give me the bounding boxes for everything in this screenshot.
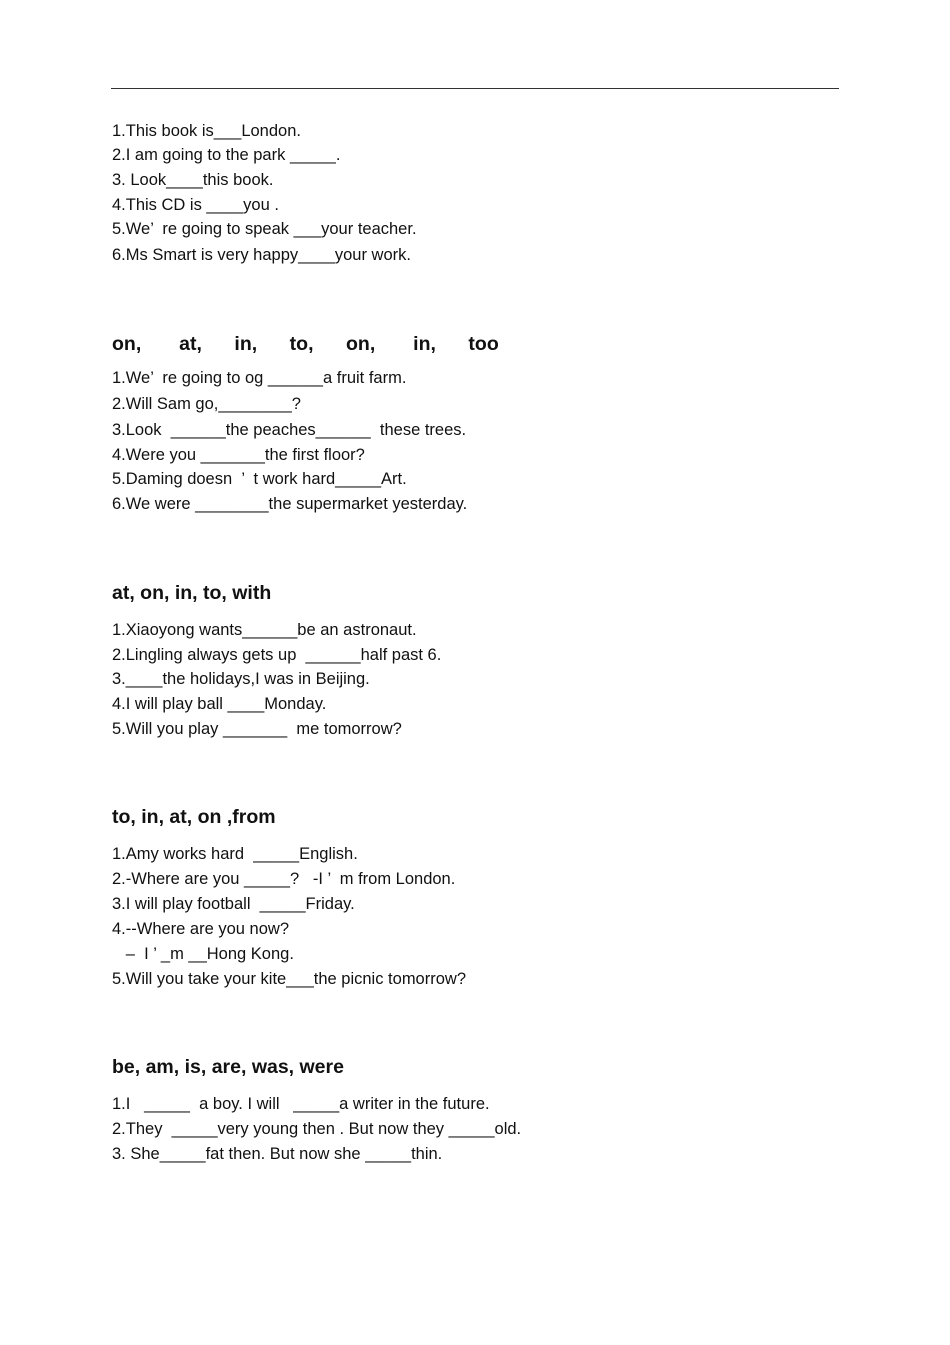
exercise-line: 2.Will Sam go,________? [112, 395, 301, 413]
exercise-line: 1.This book is___London. [112, 122, 301, 140]
exercise-line: 1.We’ re going to og ______a fruit farm. [112, 369, 407, 387]
exercise-line: 1.Xiaoyong wants______be an astronaut. [112, 621, 417, 639]
section-heading-word-bank: on, at, in, to, on, in, too [112, 333, 499, 355]
exercise-line: 5.Will you take your kite___the picnic tomorrow? [112, 970, 466, 988]
section-heading-word-bank: be, am, is, are, was, were [112, 1056, 344, 1078]
exercise-line: 2.Lingling always gets up ______half past 6. [112, 646, 442, 664]
header-rule [111, 88, 839, 89]
exercise-line: 4.I will play ball ____Monday. [112, 695, 327, 713]
exercise-line: 3.____the holidays,I was in Beijing. [112, 670, 370, 688]
exercise-line: 3. Look____this book. [112, 171, 274, 189]
exercise-line: 3.Look ______the peaches______ these trees. [112, 421, 467, 439]
exercise-line: – I ’ _m __Hong Kong. [112, 945, 294, 963]
exercise-line: 5.Will you play _______ me tomorrow? [112, 720, 402, 738]
exercise-line: 3. She_____fat then. But now she _____thin. [112, 1145, 443, 1163]
exercise-line: 4.This CD is ____you . [112, 196, 279, 214]
exercise-line: 6.Ms Smart is very happy____your work. [112, 246, 411, 264]
exercise-line: 2.I am going to the park _____. [112, 146, 341, 164]
exercise-line: 4.Were you _______the first floor? [112, 446, 365, 464]
exercise-line: 5.Daming doesn ’ t work hard_____Art. [112, 470, 407, 488]
exercise-line: 2.They _____very young then . But now they _____old. [112, 1120, 522, 1138]
exercise-line: 5.We’ re going to speak ___your teacher. [112, 220, 417, 238]
exercise-line: 2.-Where are you _____? -I ’ m from London. [112, 870, 456, 888]
exercise-line: 3.I will play football _____Friday. [112, 895, 355, 913]
exercise-line: 4.--Where are you now? [112, 920, 289, 938]
exercise-line: 6.We were ________the supermarket yesterday. [112, 495, 468, 513]
section-heading-word-bank: at, on, in, to, with [112, 582, 272, 604]
exercise-line: 1.I _____ a boy. I will _____a writer in the future. [112, 1095, 490, 1113]
section-heading-word-bank: to, in, at, on ,from [112, 806, 276, 828]
exercise-line: 1.Amy works hard _____English. [112, 845, 358, 863]
